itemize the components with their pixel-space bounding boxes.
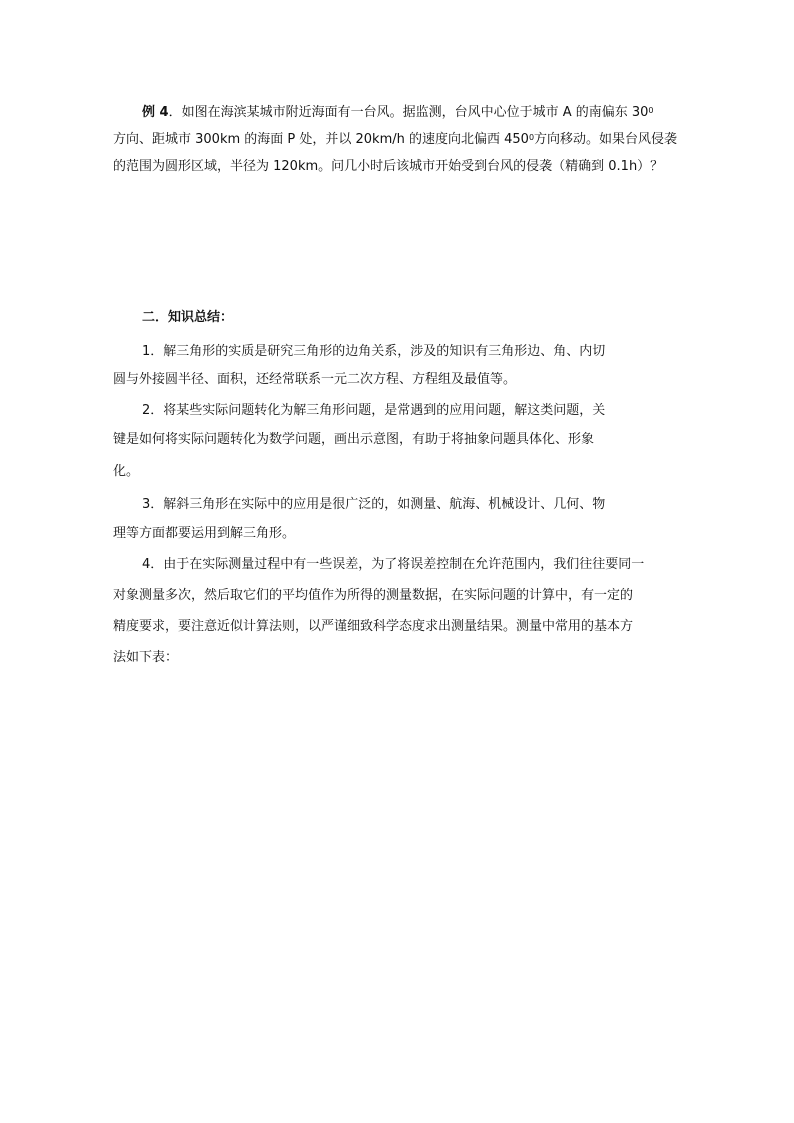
summary-p4-line-4: 法如下表： [113,650,179,665]
summary-p1-line-1: 1．解三角形的实质是研究三角形的边角关系，涉及的知识有三角形边、角、内切 [142,344,606,359]
example-line-1 [142,104,654,122]
summary-p4-line-1: 4．由于在实际测量过程中有一些误差，为了将误差控制在允许范围内，我们往往要同一 [142,557,645,572]
summary-heading: 二．知识总结： [142,310,234,325]
summary-p2-line-2: 键是如何将实际问题转化为数学问题，画出示意图，有助于将抽象问题具体化、形象 [113,432,595,447]
summary-p2-line-3: 化。 [113,464,140,479]
summary-p3-line-2: 理等方面都要运用到解三角形。 [113,526,296,541]
degree-superscript-2: 0 [528,133,535,142]
summary-p4-line-3: 精度要求，要注意近似计算法则，以严谨细致科学态度求出测量结果。测量中常用的基本方 [113,619,634,634]
example-text-2a: 方向、距城市 300km 的海面 P 处，并以 20km/h 的速度向北偏西 450 [113,132,529,147]
degree-superscript-1: 0 [648,106,654,115]
example-text-2b: 方向移动。如果台风侵袭 [534,132,678,147]
summary-p4-line-2: 对象测量多次，然后取它们的平均值作为所得的测量数据，在实际问题的计算中，有一定的 [113,588,634,603]
example-line-3 [113,158,663,176]
summary-p2-line-1: 2．将某些实际问题转化为解三角形问题，是常遇到的应用问题，解这类问题，关 [142,403,606,418]
example-text-3: 的范围为圆形区域，半径为 120km。问几小时后该城市开始受到台风的侵袭（精确到 0.1h）？ [113,159,664,174]
example-label: 例 4 [142,105,169,120]
example-line-2 [113,131,677,149]
example-text-1: ．如图在海滨某城市附近海面有一台风。据监测，台风中心位于城市 A 的南偏东 30 [168,105,649,120]
summary-p1-line-2: 圆与外接圆半径、面积，还经常联系一元二次方程、方程组及最值等。 [113,372,517,387]
summary-p3-line-1: 3．解斜三角形在实际中的应用是很广泛的，如测量、航海、机械设计、几何、物 [142,497,606,512]
